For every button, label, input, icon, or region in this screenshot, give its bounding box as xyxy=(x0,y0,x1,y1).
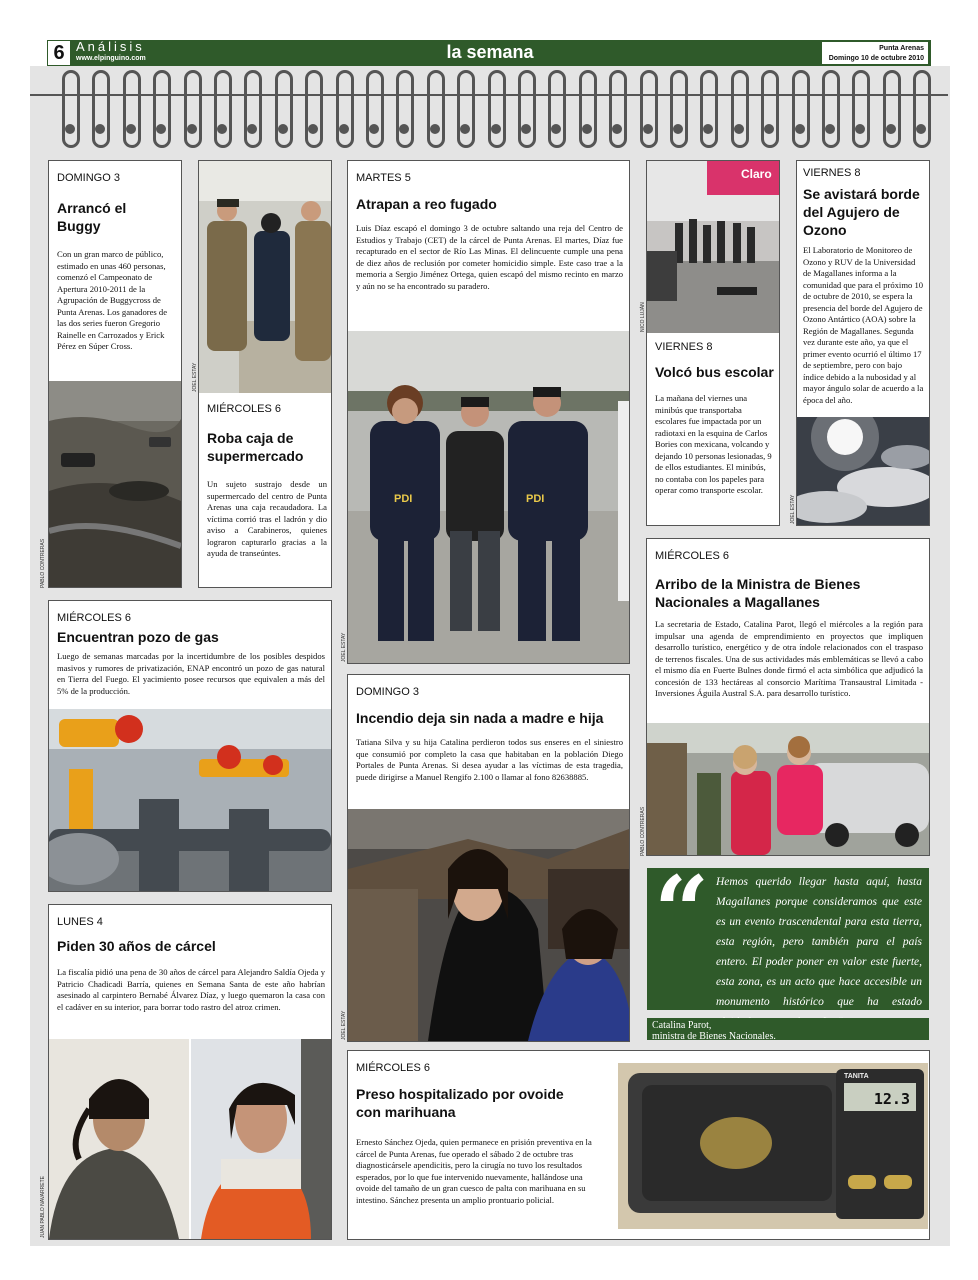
story-day: MARTES 5 xyxy=(356,172,411,184)
photo-credit: JOEL ESTAY xyxy=(790,494,796,524)
pdi-badge: PDI xyxy=(526,493,545,505)
story-day: MIÉRCOLES 6 xyxy=(57,612,131,624)
binder-hole xyxy=(65,124,75,134)
photo-reo xyxy=(348,331,629,663)
photo-preso xyxy=(618,1063,928,1229)
story-supermercado xyxy=(198,160,332,588)
photo-credit: JOEL ESTAY xyxy=(341,1010,347,1040)
story-title: Arribo de la Ministra de Bienes Nacionales a Magallanes xyxy=(655,576,861,610)
story-day: MIÉRCOLES 6 xyxy=(655,550,729,562)
binder-hole xyxy=(582,124,592,134)
story-buggy xyxy=(48,160,182,588)
binder-ring xyxy=(305,70,323,148)
story-day: DOMINGO 3 xyxy=(57,172,120,184)
page-number: 6 xyxy=(47,40,71,66)
quote-author: Catalina Parot, xyxy=(652,1020,712,1031)
story-title: Piden 30 años de cárcel xyxy=(57,938,216,954)
story-bus xyxy=(646,160,780,526)
binder-hole xyxy=(886,124,896,134)
binder-ring xyxy=(275,70,293,148)
binder-hole xyxy=(734,124,744,134)
photo-ozono xyxy=(797,417,929,525)
photo-gas xyxy=(49,709,331,891)
binder-ring xyxy=(700,70,718,148)
binder-ring xyxy=(913,70,931,148)
photo-credit: PABLO CONTRERAS xyxy=(640,806,646,856)
dateline-city: Punta Arenas xyxy=(879,45,924,52)
story-day: MIÉRCOLES 6 xyxy=(207,403,281,415)
story-title: Roba caja de supermercado xyxy=(207,430,304,464)
photo-credit: NICO LUJÁN xyxy=(640,302,646,332)
story-title: Arrancó el Buggy xyxy=(57,200,127,234)
story-incendio xyxy=(347,674,630,1042)
story-ozono xyxy=(796,160,930,526)
binder-hole xyxy=(491,124,501,134)
binder-ring xyxy=(731,70,749,148)
story-body: La fiscalía pidió una pena de 30 años de cárcel para Alejandro Saldía Ojeda y Patricio Chadicadi Barría, quienes en Semana Santa de este año habrían asesinado al carpintero Bernabé Álvarez Díaz, y luego quemaron la casa con el cadáver en su interior, para borrar todo rastro del atroz crimen. xyxy=(57,967,325,1012)
photo-incendio xyxy=(348,809,629,1041)
binder-ring xyxy=(852,70,870,148)
photo-supermercado xyxy=(199,161,331,393)
story-body: Tatiana Silva y su hija Catalina perdieron todos sus enseres en el siniestro que consumió por completo la casa que habitaban en la población Diego Portales de Punta Arenas. Si desea ayudar a las víctimas de esta tragedia, puede dirigirse a Manuel Rengifo 2.100 o llamar al fono 82638885. xyxy=(356,737,623,782)
binder-ring xyxy=(153,70,171,148)
binder-hole xyxy=(643,124,653,134)
binder-ring xyxy=(609,70,627,148)
story-body: Con un gran marco de público, estimado en unas 460 personas, comenzó el Campeonato de Apertura 2010-2011 de la Agrupación de Buggycross de Punta Arenas. Los ganadores de las dos series fueron Gregorio Rainelle en Carrozados y Erick Pérez en Súper Cross. xyxy=(57,249,168,351)
story-day: VIERNES 8 xyxy=(655,341,713,353)
binder-ring xyxy=(640,70,658,148)
binder-ring xyxy=(184,70,202,148)
binder-ring xyxy=(92,70,110,148)
binder-hole xyxy=(369,124,379,134)
binder-ring xyxy=(123,70,141,148)
quote-mark-icon: “ xyxy=(654,855,710,968)
binder-ring xyxy=(366,70,384,148)
story-title: Preso hospitalizado por ovoide con marihuana xyxy=(356,1086,564,1120)
photo-credit: JOEL ESTAY xyxy=(341,632,347,662)
quote-source xyxy=(647,1018,929,1040)
photo-credit: JOEL ESTAY xyxy=(192,362,198,392)
story-body: Un sujeto sustrajo desde un supermercado del centro de Punta Arenas una caja recaudadora. La víctima corrió tras el ladrón y dio aviso a Carabineros, quienes lograron capturarlo gracias a la ayuda de transeúntes. xyxy=(207,479,327,558)
section-title: la semana xyxy=(446,42,534,62)
photo-credit: PABLO CONTRERAS xyxy=(40,538,46,588)
story-body: La secretaria de Estado, Catalina Parot, llegó el miércoles a la región para impulsar una agenda de emprendimiento en proyectos que impliquen desarrollo turístico, energético y de otra índole relacionados con el traspaso de terrenos fiscales. Una de sus actividades más emblemáticas se llevó a cabo el mismo día en Fuerte Bulnes donde firmó el acta simbólica que adjudicó la concesión de 133 hectáreas al consorcio Marítima Transaustral Limitada - Inversiones Águila Austral S.A. para desarrollo turístico. xyxy=(655,619,923,698)
binder-ring xyxy=(488,70,506,148)
story-body: Luis Díaz escapó el domingo 3 de octubre saltando una reja del Centro de Estudios y Trabajo (CET) de la cárcel de Punta Arenas. El martes, Díaz fue recapturado en el sector de Río Las Minas. El delincuente cumple una pena de diez años de reclusión por cometer homicidio simple. Este caso trae a la memoria a Sergio Jiménez Ortega, quien escapó del mismo recinto en marzo y aún no se ha encontrado su paradero. xyxy=(356,223,623,291)
quote-text: Hemos querido llegar hasta aquí, hasta Magallanes porque consideramos que este es un evento trascendental para esta tierra, esta región, pero también para el país entero. El poder poner en valor este fuerte, esta zona, es un acto que hace accesible un monumento histórico que ha estado xyxy=(716,876,922,1008)
story-day: MIÉRCOLES 6 xyxy=(356,1062,430,1074)
binder-hole xyxy=(430,124,440,134)
photo-carcel-1 xyxy=(49,1039,189,1239)
dateline-date: Domingo 10 de octubre 2010 xyxy=(828,55,924,62)
photo-ministra xyxy=(647,723,929,855)
photo-bus xyxy=(647,161,779,333)
story-reo xyxy=(347,160,630,664)
brand-name: Análisis xyxy=(76,39,145,54)
story-body: Luego de semanas marcadas por la incertidumbre de los posibles despidos masivos y rumores de privatización, ENAP encontró un pozo de gas natural en Tierra del Fuego. El yacimiento posee recursos que equivalen a más del 5% de la producción. xyxy=(57,651,325,696)
binder-ring xyxy=(336,70,354,148)
story-preso xyxy=(347,1050,930,1240)
story-carcel xyxy=(48,904,332,1240)
story-body: Ernesto Sánchez Ojeda, quien permanece en prisión preventiva en la cárcel de Punta Arenas, fue operado el sábado 2 de octubre tras diagnosticársele apendicitis, pero la cirugía no tuvo los resultados esperados, por lo que fue intervenido nuevamente, hallándose una ovoide del tamaño de un gran cuesco de palta con marihuana en su intestino. Sánchez presenta un amplio prontuario policial. xyxy=(356,1137,592,1205)
story-day: LUNES 4 xyxy=(57,916,103,928)
story-body: La mañana del viernes una minibús que transportaba escolares fue impactada por un radiotaxi en la esquina de Carlos Bories con mexicana, volcando y dejando 10 personas lesionadas, 9 de ellos estudiantes. El minibús, no contaba con los papeles para operar como transporte escolar. xyxy=(655,393,772,495)
story-ministra xyxy=(646,538,930,856)
story-gas xyxy=(48,600,332,892)
binder-hole xyxy=(795,124,805,134)
story-title: Se avistará borde del Agujero de Ozono xyxy=(803,186,920,238)
photo-buggy xyxy=(49,381,181,587)
story-title: Encuentran pozo de gas xyxy=(57,629,219,645)
binder-ring xyxy=(457,70,475,148)
binder-ring xyxy=(579,70,597,148)
brand-url[interactable]: www.elpinguino.com xyxy=(76,55,146,62)
scale-brand: TANITA xyxy=(844,1073,869,1080)
binder-ring xyxy=(396,70,414,148)
story-day: VIERNES 8 xyxy=(803,167,861,179)
story-body: El Laboratorio de Monitoreo de Ozono y RUV de la Universidad de Magallanes informa a la comunidad que para el próximo 10 de octubre de 2010, se espera la presencia del borde del Agujero de Ozono Antártico (AOA) sobre la Región de Magallanes. Segunda vez durante este año, ya que el primer evento ocurrió el último 17 de septiembre, pero con bajo índice debido a la nubosidad y al mayor ángulo solar de acuerdo a la época del año. xyxy=(803,245,924,405)
story-title: Atrapan a reo fugado xyxy=(356,196,497,212)
binder-ring xyxy=(761,70,779,148)
photo-carcel-2 xyxy=(191,1039,331,1239)
story-title: Volcó bus escolar xyxy=(655,364,774,380)
pdi-badge: PDI xyxy=(394,493,413,505)
binder-ring xyxy=(427,70,445,148)
dateline xyxy=(821,41,929,65)
story-day: DOMINGO 3 xyxy=(356,686,419,698)
photo-credit: JUAN PABLO NAVARRETE xyxy=(40,1176,46,1238)
binder-ring xyxy=(244,70,262,148)
binder-hole xyxy=(217,124,227,134)
binder-ring xyxy=(518,70,536,148)
binder-ring xyxy=(792,70,810,148)
binder-ring xyxy=(670,70,688,148)
binder-ring xyxy=(548,70,566,148)
story-title: Incendio deja sin nada a madre e hija xyxy=(356,710,604,726)
binder-hole xyxy=(825,124,835,134)
binder-ring xyxy=(883,70,901,148)
binder-ring xyxy=(822,70,840,148)
binder-hole xyxy=(339,124,349,134)
binder-ring xyxy=(214,70,232,148)
quote-role: ministra de Bienes Nacionales. xyxy=(652,1031,776,1042)
binder-hole xyxy=(521,124,531,134)
binder-hole xyxy=(278,124,288,134)
scale-reading: 12.3 xyxy=(873,1090,910,1108)
binder-hole xyxy=(126,124,136,134)
binder-hole xyxy=(187,124,197,134)
binder-ring xyxy=(62,70,80,148)
binder-hole xyxy=(673,124,683,134)
claro-sign: Claro xyxy=(741,167,772,181)
